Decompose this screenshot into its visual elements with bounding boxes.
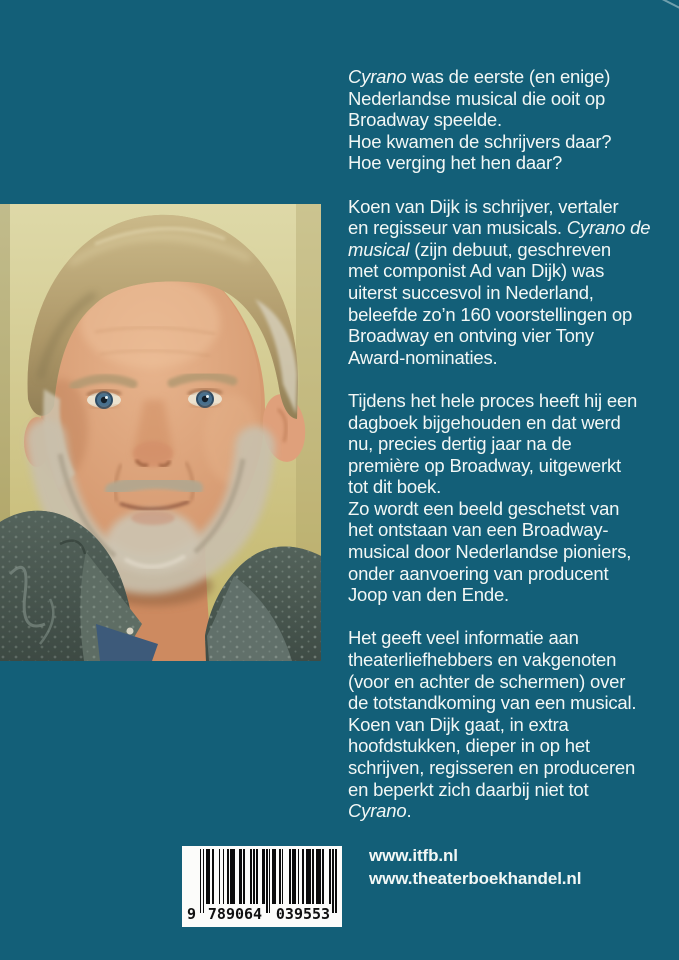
website-links (369, 845, 581, 890)
author-photo-illustration (0, 204, 321, 661)
isbn-barcode (182, 846, 342, 927)
corner-scratch (658, 0, 679, 10)
blurb-paragraph: Het geeft veel informatie aan theaterliefhebbers en vakgenoten (voor en achter de schermen) over de totstandkoming van een musical. Koen van Dijk gaat, in extra hoofdstukken, dieper in op het schrijven, regisseren en produceren en beperkt zich daarbij niet tot Cyrano. (348, 627, 637, 822)
isbn-lead-digit: 9 (186, 905, 197, 923)
blurb-paragraph: Koen van Dijk is schrijver, vertaler en regisseur van musicals. Cyrano de musical (zijn debuut, geschreven met componist Ad van Dijk) was uiterst succesvol in Nederland, beleefde zo’n 160 voorstellingen op Broadway en ontving vier Tony Award-nominaties. (348, 195, 651, 368)
blurb-paragraph: Cyrano was de eerste (en enige) Nederlandse musical die ooit op Broadway speelde. Hoe kwamen de schrijvers daar? Hoe verging het hen daar? (348, 66, 612, 174)
blurb-paragraph: Tijdens het hele proces heeft hij een dagboek bijgehouden en dat werd nu, precies dertig jaar na de première op Broadway, uitgewerkt tot dit boek. Zo wordt een beeld geschetst van het ontstaan van een Broadway- musical door Nederlandse pioniers, onder aanvoering van producent Joop van den Ende. (348, 389, 638, 606)
website-link-itfb: www.itfb.nl (369, 846, 458, 865)
blurb-text (348, 66, 650, 843)
isbn-right-group: 039553 (275, 905, 331, 923)
website-link-theaterboekhandel: www.theaterboekhandel.nl (369, 868, 582, 888)
isbn-left-group: 789064 (207, 905, 263, 923)
isbn-number (182, 904, 342, 926)
author-photo (0, 204, 321, 661)
